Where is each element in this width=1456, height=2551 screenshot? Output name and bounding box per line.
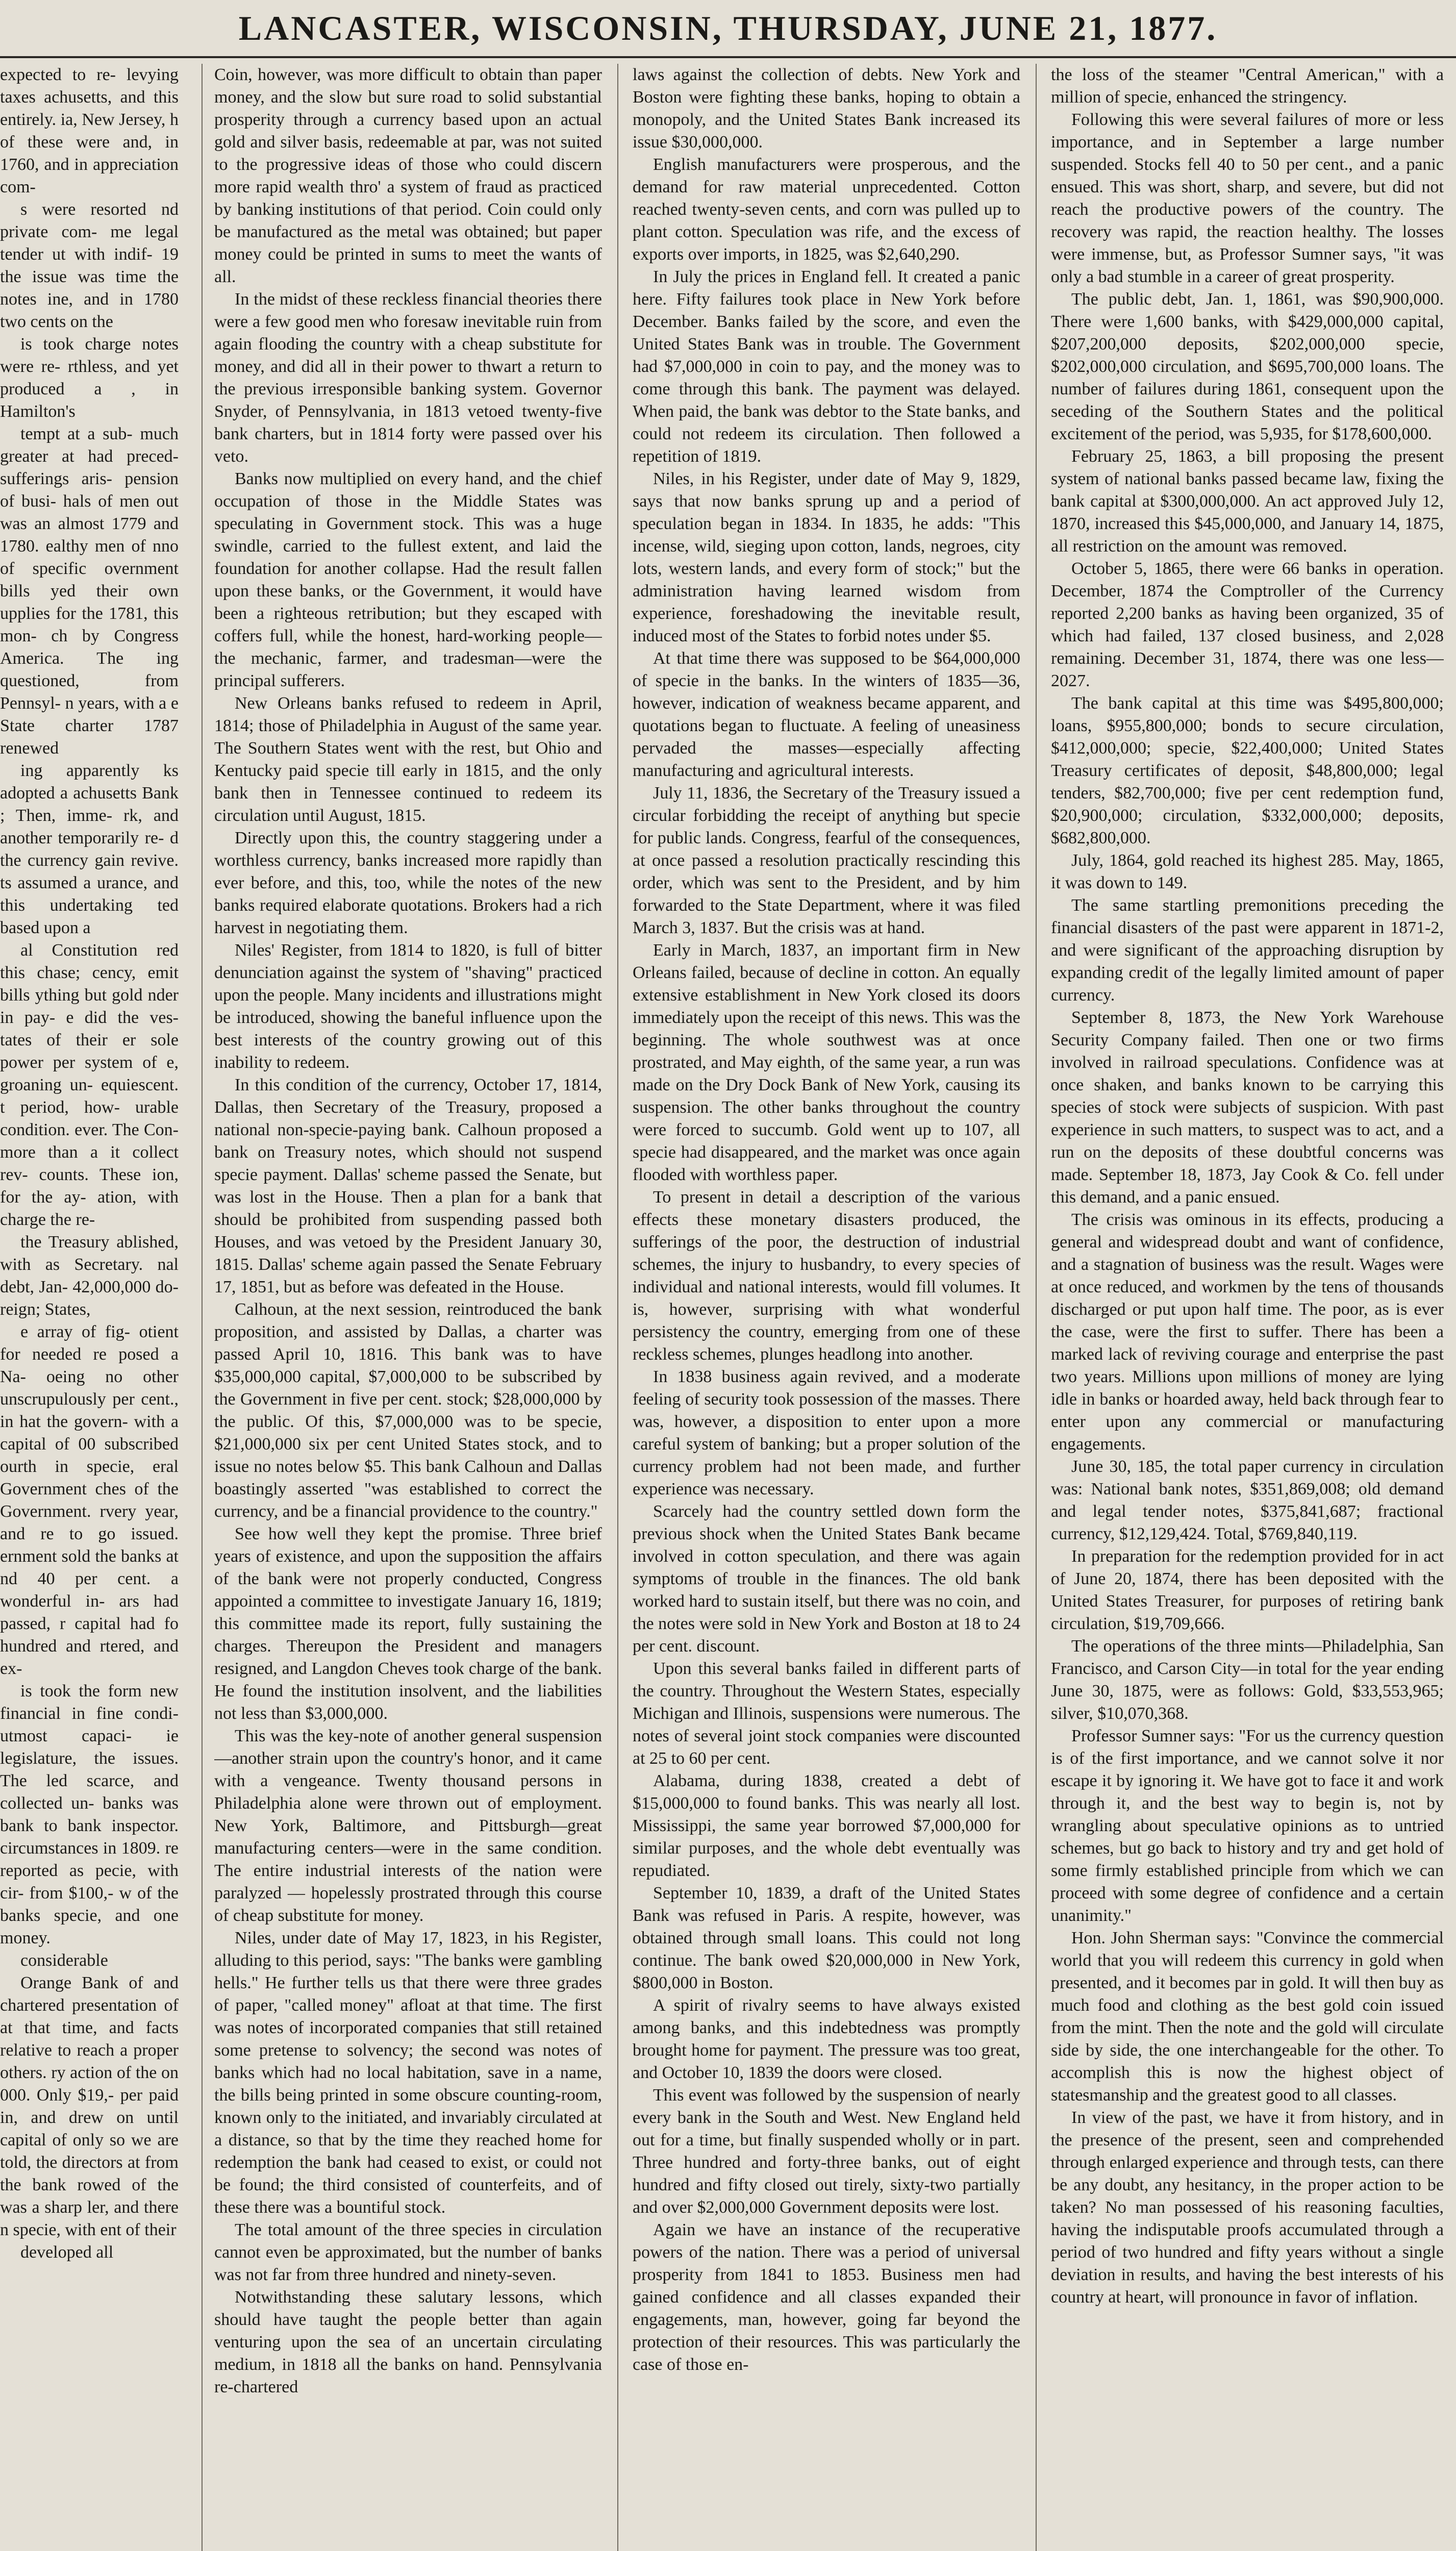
paragraph: Early in March, 1837, an important firm in New Orleans failed, because of decline in cotton. An equally extensive establishment in New York closed its doors immediately upon the receipt of this news. This was the beginning. The whole southwest was at once prostrated, and May eighth, of the same year, a run was made on the Dry Dock Bank of New York, causing its suspension. The other banks throughout the country were forced to succumb. Gold went up to 107, all specie had disappeared, and the market was once again flooded with worthless paper. bbox=[633, 941, 1020, 1184]
paragraph: This was the key-note of another general suspension—another strain upon the country's honor, and it came with a vengeance. Twenty thousand persons in Philadelphia alone were thrown out of employment. New York, Baltimore, and Pittsburgh—great manufacturing centers—were in the same condition. The entire industrial interests of the nation were paralyzed — hopelessly prostrated through this course of cheap substitute for money. bbox=[214, 1727, 602, 1925]
paragraph: September 8, 1873, the New York Warehouse Security Company failed. Then one or two firms involved in railroad speculations. Confidence was at once shaken, and banks known to be carrying this species of stock were subjects of suspicion. With past experience in such matters, to suspect was to act, and a run on the deposits of these doubtful concerns was made. September 18, 1873, Jay Cook & Co. fell under this demand, and a panic ensued. bbox=[1051, 1008, 1444, 1207]
column-2 bbox=[214, 64, 602, 2551]
paragraph: July 11, 1836, the Secretary of the Treasury issued a circular forbidding the receipt of anything but specie for public lands. Congress, fearful of the consequences, at once passed a resolution practically rescinding this order, which was sent to the President, and by him forwarded to the State Department, where it was filed March 3, 1837. But the crisis was at hand. bbox=[633, 784, 1020, 937]
paragraph: The bank capital at this time was $495,800,000; loans, $955,800,000; bonds to secure circulation, $412,000,000; specie, $22,400,000; United States Treasury certificates of deposit, $48,800,000; legal tenders, $82,700,000; five per cent redemption fund, $20,900,000; circulation, $332,000,000; deposits, $682,800,000. bbox=[1051, 694, 1444, 847]
paragraph: English manufacturers were prosperous, and the demand for raw material unprecedented. Cotton reached twenty-seven cents, and corn was pulled up to plant cotton. Speculation was rife, and the excess of exports over imports, in 1825, was $2,640,290. bbox=[633, 155, 1020, 264]
paragraph: This event was followed by the suspension of nearly every bank in the South and West. New England held out for a time, but finally suspended wholly or in part. Three hundred and forty-three banks, out of eight hundred and fifty closed out tirely, sixty-two partially and over $2,000,000 Government deposits were lost. bbox=[633, 2086, 1020, 2217]
paragraph: Professor Sumner says: "For us the currency question is of the first importance, and we cannot solve it nor escape it by ignoring it. We have got to face it and work through it, and the best way to begin is, not by wrangling about speculative opinions as to untried schemes, but go back to history and try and get hold of some firmly established principle from which we can proceed with some degree of confidence and a certain unanimity." bbox=[1051, 1727, 1444, 1925]
paragraph: In July the prices in England fell. It created a panic here. Fifty failures took place in New York before December. Banks failed by the score, and even the United States Bank was in trouble. The Government had $7,000,000 in coin to pay, and the money was to come through this bank. The payment was delayed. When paid, the bank was debtor to the State banks, and could not redeem its circulation. Then followed a repetition of 1819. bbox=[633, 267, 1020, 466]
paragraph: e array of fig- otient for needed re posed a Na- oeing no other unscrupulously per cent., in hat the govern- with a capital of 00 subscribed ourth in specie, eral Government ches of the Government. rvery year, and re to go issued. ernment sold the banks at nd 40 per cent. a wonderful in- ars had passed, r capital had fo hundred and rtered, and ex- bbox=[0, 1322, 179, 1678]
paragraph: expected to re- levying taxes achusetts, and this entirely. ia, New Jersey, h of these were and, in 1760, and in appreciation com- bbox=[0, 65, 179, 196]
paragraph: ing apparently ks adopted a achusetts Bank ; Then, imme- rk, and another temporarily re- d the currency gain revive. ts assumed a urance, and this undertaking ted based upon a bbox=[0, 761, 179, 937]
paragraph: A spirit of rivalry seems to have always existed among banks, and this indebtedness was promptly brought home for payment. The pressure was too great, and October 10, 1839 the doors were closed. bbox=[633, 1996, 1020, 2082]
paragraph: s were resorted nd private com- me legal tender ut with indif- 19 the issue was time the notes ine, and in 1780 two cents on the bbox=[0, 200, 179, 331]
paragraph: The same startling premonitions preceding the financial disasters of the past were apparent in 1871-2, and were significant of the approaching disruption by expanding credit of the legally limited amount of paper currency. bbox=[1051, 896, 1444, 1005]
paragraph: February 25, 1863, a bill proposing the present system of national banks passed became law, fixing the bank capital at $300,000,000. An act approved July 12, 1870, increased this $45,000,000, and January 14, 1875, all restriction on the amount was removed. bbox=[1051, 447, 1444, 556]
page-masthead: LANCASTER, WISCONSIN, THURSDAY, JUNE 21, 1877. bbox=[0, 0, 1456, 58]
paragraph: laws against the collection of debts. New York and Boston were fighting these banks, hoping to obtain a monopoly, and the United States Bank increased its issue $30,000,000. bbox=[633, 65, 1020, 152]
paragraph: the loss of the steamer "Central American," with a million of specie, enhanced the stringency. bbox=[1051, 65, 1444, 107]
column-rule bbox=[202, 64, 203, 2551]
paragraph: New Orleans banks refused to redeem in April, 1814; those of Philadelphia in August of the same year. The Southern States went with the rest, but Ohio and Kentucky paid specie till early in 1815, and the only bank then in Tennessee continued to redeem its circulation until August, 1815. bbox=[214, 694, 602, 825]
paragraph: At that time there was supposed to be $64,000,000 of specie in the banks. In the winters of 1835—36, however, indication of weakness became apparent, and quotations began to fluctuate. A feeling of uneasiness pervaded the masses—especially affecting manufacturing and agricultural interests. bbox=[633, 649, 1020, 780]
paragraph: developed all bbox=[20, 2243, 114, 2262]
paragraph: In this condition of the currency, October 17, 1814, Dallas, then Secretary of the Treasury, proposed a national non-specie-paying bank. Calhoun proposed a bank on Treasury notes, which should not suspend specie payment. Dallas' scheme passed the Senate, but was lost in the House. Then a plan for a bank that should be prohibited from suspending passed both Houses, and was vetoed by the President January 30, 1815. Dallas' scheme again passed the Senate February 17, 1851, but as before was defeated in the House. bbox=[214, 1076, 602, 1296]
paragraph: Following this were several failures of more or less importance, and in September a large number suspended. Stocks fell 40 to 50 per cent., and a panic ensued. This was short, sharp, and severe, but did not reach the productive powers of the country. The recovery was rapid, the reaction healthy. The losses were immense, but, as Professor Sumner says, "it was only a bad stumble in a career of great prosperity. bbox=[1051, 110, 1444, 286]
paragraph: The total amount of the three species in circulation cannot even be approximated, but the number of banks was not far from three hundred and ninety-seven. bbox=[214, 2220, 602, 2284]
paragraph: considerable bbox=[20, 1951, 108, 1970]
paragraph: The crisis was ominous in its effects, producing a general and widespread doubt and want of confidence, and a stagnation of business was the result. Wages were at once reduced, and workmen by the tens of thousands discharged or put upon half time. The poor, as is ever the case, were the first to suffer. There has been a marked lack of reviving courage and enterprise the past two years. Millions upon millions of money are lying idle in banks or hoarded away, held back through fear to enter upon any commercial or manufacturing engagements. bbox=[1051, 1210, 1444, 1454]
paragraph: Notwithstanding these salutary lessons, which should have taught the people better than again venturing upon the sea of an uncertain circulating medium, in 1818 all the banks on hand. Pennsylvania re-chartered bbox=[214, 2288, 602, 2396]
paragraph: Scarcely had the country settled down form the previous shock when the United States Bank became involved in cotton speculation, and there was again symptoms of trouble in the finances. The old bank worked hard to sustain itself, but there was no coin, and the notes were sold in New York and Boston at 18 to 24 per cent. discount. bbox=[633, 1502, 1020, 1656]
column-4 bbox=[1051, 64, 1444, 2551]
paragraph: Banks now multiplied on every hand, and the chief occupation of those in the Middle States was speculating in Government stock. This was a huge swindle, carried to the fullest extent, and laid the foundation for another collapse. Had the result fallen upon these banks, or the Government, it would have been a righteous retribution; but they escaped with coffers full, while the honest, hard-working people—the mechanic, farmer, and tradesman—were the principal sufferers. bbox=[214, 469, 602, 690]
paragraph: To present in detail a description of the various effects these monetary disasters produced, the sufferings of the poor, the destruction of industrial schemes, the injury to husbandry, to every species of individual and national interests, would fill volumes. It is, however, surprising with what wonderful persistency the country, emerging from one of these reckless schemes, plunges headlong into another. bbox=[633, 1188, 1020, 1364]
paragraph: Alabama, during 1838, created a debt of $15,000,000 to found banks. This was nearly all lost. Mississippi, the same year borrowed $7,000,000 for similar purposes, and the whole debt eventually was repudiated. bbox=[633, 1771, 1020, 1880]
paragraph: See how well they kept the promise. Three brief years of existence, and upon the supposition the affairs of the bank were not properly conducted, Congress appointed a committee to investigate January 16, 1819; this committee made its report, fully sustaining the charges. Thereupon the President and managers resigned, and Langdon Cheves took charge of the bank. He found the institution insolvent, and the liabilities not less than $3,000,000. bbox=[214, 1524, 602, 1723]
paragraph: Niles, in his Register, under date of May 9, 1829, says that now banks sprung up and a period of speculation began in 1834. In 1835, he adds: "This incense, wild, sieging upon cotton, lands, negroes, city lots, western lands, and every form of stock;" but the administration having learned wisdom from experience, foreshadowing the inevitable result, induced most of the States to forbid notes under $5. bbox=[633, 469, 1020, 645]
paragraph: In view of the past, we have it from history, and in the presence of the present, seen and comprehended through enlarged experience and through tests, can there be any doubt, any hesitancy, in the proper action to be taken? No man possessed of his reasoning faculties, having the indisputable proofs accumulated through a period of two hundred and fifty years without a single deviation in results, and having the best interests of his country at heart, will pronounce in favor of inflation. bbox=[1051, 2108, 1444, 2307]
paragraph: The public debt, Jan. 1, 1861, was $90,900,000. There were 1,600 banks, with $429,000,000 capital, $207,200,000 deposits, $202,000,000 specie, $202,000,000 circulation, and $695,700,000 loans. The number of failures during 1861, consequent upon the seceding of the Southern States and the political excitement of the period, was 5,935, for $178,600,000. bbox=[1051, 290, 1444, 443]
paragraph: October 5, 1865, there were 66 banks in operation. December, 1874 the Comptroller of the Currency reported 2,200 banks as having been organized, 35 of which had failed, 137 closed business, and 2,028 remaining. December 31, 1874, there was one less—2027. bbox=[1051, 559, 1444, 690]
paragraph: Coin, however, was more difficult to obtain than paper money, and the slow but sure road to solid substantial prosperity through a currency based upon an actual gold and silver basis, redeemable at par, was not suited to the progressive ideas of those who could discern more rapid wealth thro' a system of fraud as practiced by banking institutions of that period. Coin could only be manufactured as the metal was obtained; but paper money could be printed in sums to meet the wants of all. bbox=[214, 65, 602, 286]
paragraph: Hon. John Sherman says: "Convince the commercial world that you will redeem this currency in gold when presented, and it becomes par in gold. It will then buy as much food and clothing as the best gold coin issued from the mint. Then the note and the gold will circulate side by side, the one interchangeable for the other. To accomplish this is now the highest object of statesmanship and the greatest good to all classes. bbox=[1051, 1929, 1444, 2105]
paragraph: Niles, under date of May 17, 1823, in his Register, alluding to this period, says: "The banks were gambling hells." He further tells us that there were three grades of paper, "called money" afloat at that time. The first was notes of incorporated companies that still retained some pretense to solvency; the second was notes of banks which had no local habitation, save in a name, the bills being printed in some obscure counting-room, known only to the initiated, and invariably circulated at a distance, so that by the time they reached home for redemption the bank had ceased to exist, or could not be found; the third consisted of counterfeits, and of these there was a bountiful stock. bbox=[214, 1929, 602, 2217]
paragraph: al Constitution red this chase; cency, emit bills ything but gold nder in pay- e did the ves- tates of their er sole power per system of e, groaning un- equiescent. t period, how- urable condition. ever. The Con- more than a it collect rev- counts. These ion, for the ay- ation, with charge the re- bbox=[0, 941, 179, 1229]
paragraph: Niles' Register, from 1814 to 1820, is full of bitter denunciation against the system of "shaving" practiced upon the people. Many incidents and illustrations might be introduced, showing the baneful influence upon the best interests of the country growing out of this inability to redeem. bbox=[214, 941, 602, 1072]
paragraph: September 10, 1839, a draft of the United States Bank was refused in Paris. A respite, however, was obtained through small loans. This could not long continue. The bank owed $20,000,000 in New York, $800,000 in Boston. bbox=[633, 1884, 1020, 1992]
article-columns bbox=[0, 64, 1456, 2551]
paragraph: Calhoun, at the next session, reintroduced the bank proposition, and assisted by Dallas, a charter was passed April 10, 1816. This bank was to have $35,000,000 capital, $7,000,000 to be subscribed by the Government in five per cent. stock; $28,000,000 by the public. Of this, $7,000,000 was to be specie, $21,000,000 six per cent United States stock, and to issue no notes below $5. This bank Calhoun and Dallas boastingly asserted "was established to correct the currency, and be a financial providence to the country." bbox=[214, 1300, 602, 1521]
paragraph: In the midst of these reckless financial theories there were a few good men who foresaw inevitable ruin from again flooding the country with a cheap substitute for money, and did all in their power to thwart a return to the previous irresponsible banking system. Governor Snyder, of Pennsylvania, in 1813 vetoed twenty-five bank charters, but in 1814 forty were passed over his veto. bbox=[214, 290, 602, 466]
column-1-cropped bbox=[0, 64, 179, 2551]
column-3 bbox=[633, 64, 1020, 2551]
paragraph: In preparation for the redemption provided for in act of June 20, 1874, there has been deposited with the United States Treasurer, for purposes of retiring bank circulation, $19,709,666. bbox=[1051, 1547, 1444, 1633]
paragraph: is took charge notes were re- rthless, and yet produced a , in Hamilton's bbox=[0, 335, 179, 421]
paragraph: the Treasury ablished, with as Secretary. nal debt, Jan- 42,000,000 do- reign; States, bbox=[0, 1233, 179, 1319]
paragraph: In 1838 business again revived, and a moderate feeling of security took possession of the masses. There was, however, a disposition to enter upon a more careful system of banking; but a proper solution of the currency problem had not been made, and further experience was necessary. bbox=[633, 1367, 1020, 1498]
column-rule bbox=[1036, 64, 1037, 2551]
paragraph: Orange Bank of and chartered presentation of at that time, and facts relative to reach a proper others. ry action of the on 000. Only $19,- per paid in, and drew on until capital of only so we are told, the directors at from the bank rowed of the was a sharp ler, and there n specie, with ent of their bbox=[0, 1973, 179, 2239]
paragraph: June 30, 185, the total paper currency in circulation was: National bank notes, $351,869,008; old demand and legal tender notes, $375,841,687; fractional currency, $12,129,424. Total, $769,840,119. bbox=[1051, 1457, 1444, 1543]
paragraph: Again we have an instance of the recuperative powers of the nation. There was a period of universal prosperity from 1841 to 1853. Business men had gained confidence and all classes expanded their engagements, man, however, going far beyond the protection of their resources. This was particularly the case of those en- bbox=[633, 2220, 1020, 2374]
column-rule bbox=[617, 64, 618, 2551]
paragraph: The operations of the three mints—Philadelphia, San Francisco, and Carson City—in total for the year ending June 30, 1875, were as follows: Gold, $33,553,965; silver, $10,070,368. bbox=[1051, 1637, 1444, 1723]
paragraph: is took the form new financial in fine condi- utmost capaci- ie legislature, the issues. The led scarce, and collected un- banks was bank to bank inspector. circumstances in 1809. re reported as pecie, with cir- from $100,- w of the banks specie, and one money. bbox=[0, 1682, 179, 1947]
paragraph: tempt at a sub- much greater at had preced- sufferings aris- pension of busi- hals of men out was an almost 1779 and 1780. ealthy men of nno of specific overnment bills yed their own upplies for the 1781, this mon- ch by Congress America. The ing questioned, from Pennsyl- n years, with a e State charter 1787 renewed bbox=[0, 424, 179, 758]
paragraph: Directly upon this, the country staggering under a worthless currency, banks increased more rapidly than ever before, and this, too, while the notes of the new banks required elaborate quotations. Brokers had a rich harvest in negotiating them. bbox=[214, 829, 602, 937]
paragraph: Upon this several banks failed in different parts of the country. Throughout the Western States, especially Michigan and Illinois, suspensions were numerous. The notes of several joint stock companies were discounted at 25 to 60 per cent. bbox=[633, 1659, 1020, 1768]
paragraph: July, 1864, gold reached its highest 285. May, 1865, it was down to 149. bbox=[1051, 851, 1444, 892]
